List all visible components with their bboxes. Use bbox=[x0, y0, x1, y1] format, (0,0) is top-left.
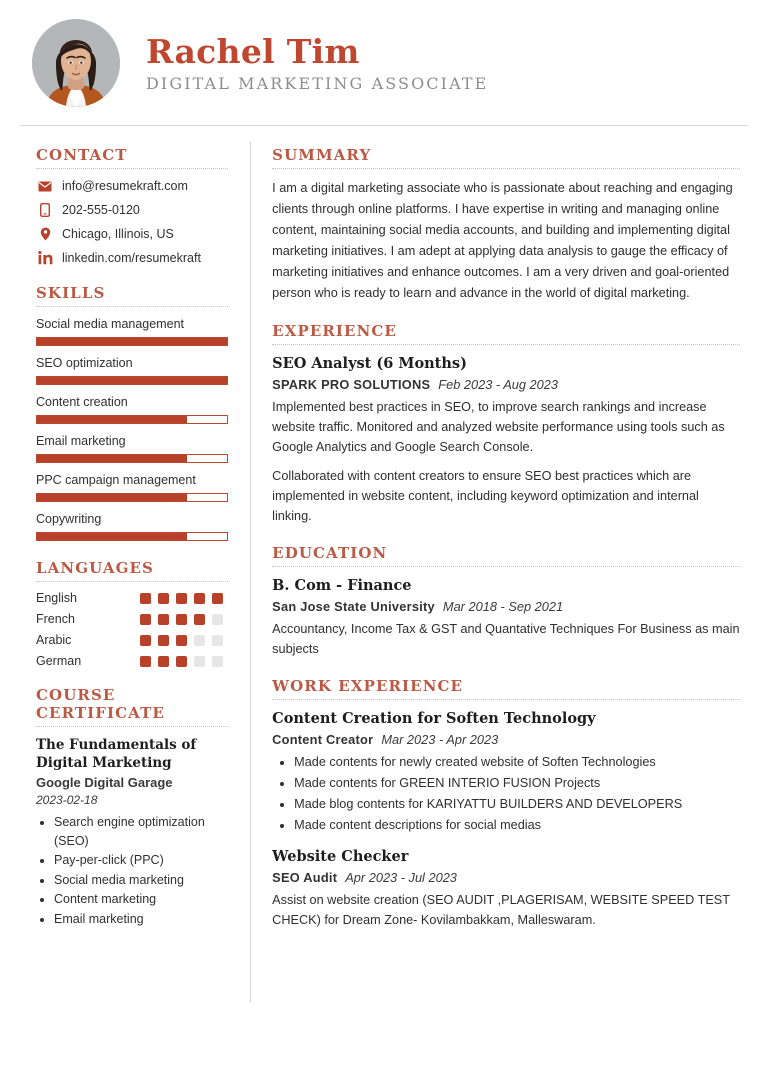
rating-square-filled bbox=[158, 614, 169, 625]
rating-square-filled bbox=[212, 593, 223, 604]
main-column bbox=[250, 140, 768, 942]
resume-body bbox=[0, 126, 768, 1002]
resume-header bbox=[0, 0, 768, 126]
rating-square-filled bbox=[176, 635, 187, 646]
language-rating bbox=[140, 614, 223, 625]
work-bullets bbox=[272, 752, 740, 835]
experience-organization: SPARK PRO SOLUTIONS bbox=[272, 377, 431, 392]
experience-paragraph: Implemented best practices in SEO, to improve search rankings and increase website traffic. Monitored and analyzed website performance using tools such as Google Analytics and Google Search Console. bbox=[272, 400, 725, 454]
section-heading-summary: SUMMARY bbox=[272, 146, 372, 164]
list-item bbox=[36, 202, 228, 218]
rating-square-empty bbox=[194, 635, 205, 646]
skill-label: Content creation bbox=[36, 395, 128, 409]
section-heading-education: EDUCATION bbox=[272, 544, 388, 562]
language-label: English bbox=[36, 591, 77, 605]
skill-bar-fill bbox=[37, 377, 227, 384]
rating-square-filled bbox=[158, 593, 169, 604]
experience-paragraph: Collaborated with content creators to ensure SEO best practices which are implemented in website content, including keyword optimization and internal linking. bbox=[272, 469, 699, 523]
rating-square-filled bbox=[158, 656, 169, 667]
work-date: Mar 2023 - Apr 2023 bbox=[381, 732, 499, 747]
list-item: • Made contents for newly created website of Soften Technologies bbox=[294, 752, 740, 772]
list-item bbox=[36, 654, 228, 668]
email-icon bbox=[36, 181, 54, 192]
skill-bar bbox=[36, 376, 228, 385]
list-item bbox=[36, 316, 228, 346]
list-item bbox=[36, 250, 228, 266]
work-date: Apr 2023 - Jul 2023 bbox=[345, 870, 457, 885]
list-item bbox=[36, 591, 228, 605]
skill-bar-fill bbox=[37, 494, 187, 501]
list-item bbox=[36, 612, 228, 626]
contact-list bbox=[36, 178, 228, 266]
section-rule bbox=[272, 566, 740, 567]
language-label: German bbox=[36, 654, 82, 668]
rating-square-filled bbox=[140, 614, 151, 625]
skill-label: Copywriting bbox=[36, 512, 102, 526]
work-title: Content Creation for Soften Technology bbox=[272, 710, 596, 727]
rating-square-filled bbox=[140, 656, 151, 667]
section-rule bbox=[272, 168, 740, 169]
rating-square-filled bbox=[194, 593, 205, 604]
list-item: • Pay-per-click (PPC) bbox=[54, 851, 228, 870]
skill-bar-fill bbox=[37, 455, 187, 462]
section-rule bbox=[36, 168, 228, 169]
skill-bar bbox=[36, 337, 228, 346]
work-entry bbox=[272, 709, 740, 835]
certificate-organization: Google Digital Garage bbox=[36, 775, 173, 790]
section-heading-contact: CONTACT bbox=[36, 146, 128, 164]
skills-list bbox=[36, 316, 228, 541]
job-title: DIGITAL MARKETING ASSOCIATE bbox=[146, 74, 489, 93]
contact-value: Chicago, Illinois, US bbox=[62, 227, 174, 241]
skill-bar bbox=[36, 454, 228, 463]
list-item bbox=[36, 511, 228, 541]
list-item: • Made contents for GREEN INTERIO FUSION Projects bbox=[294, 773, 740, 793]
skill-label: Social media management bbox=[36, 317, 184, 331]
work-title: Website Checker bbox=[272, 848, 409, 865]
education-date: Mar 2018 - Sep 2021 bbox=[442, 599, 564, 614]
header-divider bbox=[20, 125, 748, 126]
skill-label: PPC campaign management bbox=[36, 473, 196, 487]
skill-bar bbox=[36, 415, 228, 424]
section-rule bbox=[36, 306, 228, 307]
section-heading-experience: EXPERIENCE bbox=[272, 322, 397, 340]
section-rule bbox=[272, 344, 740, 345]
skill-bar-fill bbox=[37, 416, 187, 423]
rating-square-filled bbox=[176, 656, 187, 667]
certificate-date: 2023-02-18 bbox=[36, 793, 98, 807]
language-rating bbox=[140, 656, 223, 667]
skill-bar bbox=[36, 493, 228, 502]
language-rating bbox=[140, 635, 223, 646]
work-entry bbox=[272, 847, 740, 930]
avatar bbox=[32, 19, 120, 107]
list-item: • Content marketing bbox=[54, 890, 228, 909]
languages-list bbox=[36, 591, 228, 668]
rating-square-filled bbox=[194, 614, 205, 625]
language-label: French bbox=[36, 612, 75, 626]
list-item bbox=[36, 394, 228, 424]
rating-square-filled bbox=[176, 593, 187, 604]
list-item bbox=[36, 226, 228, 242]
contact-value[interactable]: info@resumekraft.com bbox=[62, 179, 188, 193]
section-rule bbox=[36, 726, 228, 727]
list-item: • Made blog contents for KARIYATTU BUILDERS AND DEVELOPERS bbox=[294, 794, 740, 814]
rating-square-filled bbox=[176, 614, 187, 625]
skill-bar-fill bbox=[37, 533, 187, 540]
certificate-bullets bbox=[36, 813, 228, 928]
list-item bbox=[36, 178, 228, 194]
section-heading-languages: LANGUAGES bbox=[36, 559, 154, 577]
header-text-block bbox=[146, 31, 488, 95]
education-description: Accountancy, Income Tax & GST and Quantative Techniques For Business as main subjects bbox=[272, 622, 740, 656]
education-degree: B. Com - Finance bbox=[272, 577, 412, 594]
certificate-entry bbox=[36, 736, 228, 928]
work-role: Content Creator bbox=[272, 732, 374, 747]
sidebar bbox=[0, 140, 250, 929]
work-description: Assist on website creation (SEO AUDIT ,PLAGERISAM, WEBSITE SPEED TEST CHECK) for Dream Zone- Kovilambakkam, Malleswaram. bbox=[272, 893, 730, 927]
education-meta bbox=[272, 597, 740, 616]
rating-square-empty bbox=[212, 656, 223, 667]
rating-square-empty bbox=[194, 656, 205, 667]
section-heading-work-experience: WORK EXPERIENCE bbox=[272, 677, 464, 695]
location-pin-icon bbox=[36, 227, 54, 241]
skill-label: Email marketing bbox=[36, 434, 126, 448]
rating-square-empty bbox=[212, 614, 223, 625]
rating-square-empty bbox=[212, 635, 223, 646]
certificate-title: The Fundamentals of Digital Marketing bbox=[36, 737, 197, 771]
list-item: • Email marketing bbox=[54, 910, 228, 929]
rating-square-filled bbox=[140, 593, 151, 604]
list-item: • Search engine optimization (SEO) bbox=[54, 813, 228, 850]
contact-value[interactable]: 202-555-0120 bbox=[62, 203, 140, 217]
list-item bbox=[36, 633, 228, 647]
phone-icon bbox=[36, 203, 54, 217]
education-school: San Jose State University bbox=[272, 599, 435, 614]
skill-bar-fill bbox=[37, 338, 227, 345]
page-title: Rachel Tim bbox=[146, 32, 360, 71]
section-rule bbox=[36, 581, 228, 582]
experience-title: SEO Analyst (6 Months) bbox=[272, 355, 467, 372]
list-item bbox=[36, 472, 228, 502]
list-item: • Made content descriptions for social medias bbox=[294, 815, 740, 835]
experience-date: Feb 2023 - Aug 2023 bbox=[438, 377, 559, 392]
experience-entry bbox=[272, 354, 740, 526]
section-heading-skills: SKILLS bbox=[36, 284, 106, 302]
work-meta bbox=[272, 730, 740, 749]
list-item bbox=[36, 355, 228, 385]
linkedin-icon bbox=[36, 251, 54, 265]
rating-square-filled bbox=[158, 635, 169, 646]
list-item bbox=[36, 433, 228, 463]
experience-meta bbox=[272, 375, 740, 394]
rating-square-filled bbox=[140, 635, 151, 646]
skill-label: SEO optimization bbox=[36, 356, 133, 370]
skill-bar bbox=[36, 532, 228, 541]
section-rule bbox=[272, 699, 740, 700]
education-entry bbox=[272, 576, 740, 659]
list-item: • Social media marketing bbox=[54, 871, 228, 890]
work-role: SEO Audit bbox=[272, 870, 338, 885]
section-heading-course-certificate: COURSE CERTIFICATE bbox=[36, 686, 165, 722]
summary-text: I am a digital marketing associate who is passionate about reaching and engaging clients through online platforms. I have expertise in writing and managing online content, maintaining social media accounts, and building and implementing digital marketing initiatives. I am adept at applying data analysis to gauge the efficacy of marketing initiatives and enhance outcomes. I am a very driven and goal-oriented person who is ready to learn and advance in the world of digital marketing. bbox=[272, 181, 733, 300]
language-rating bbox=[140, 593, 223, 604]
language-label: Arabic bbox=[36, 633, 72, 647]
work-meta bbox=[272, 868, 740, 887]
contact-value[interactable]: linkedin.com/resumekraft bbox=[62, 251, 201, 265]
